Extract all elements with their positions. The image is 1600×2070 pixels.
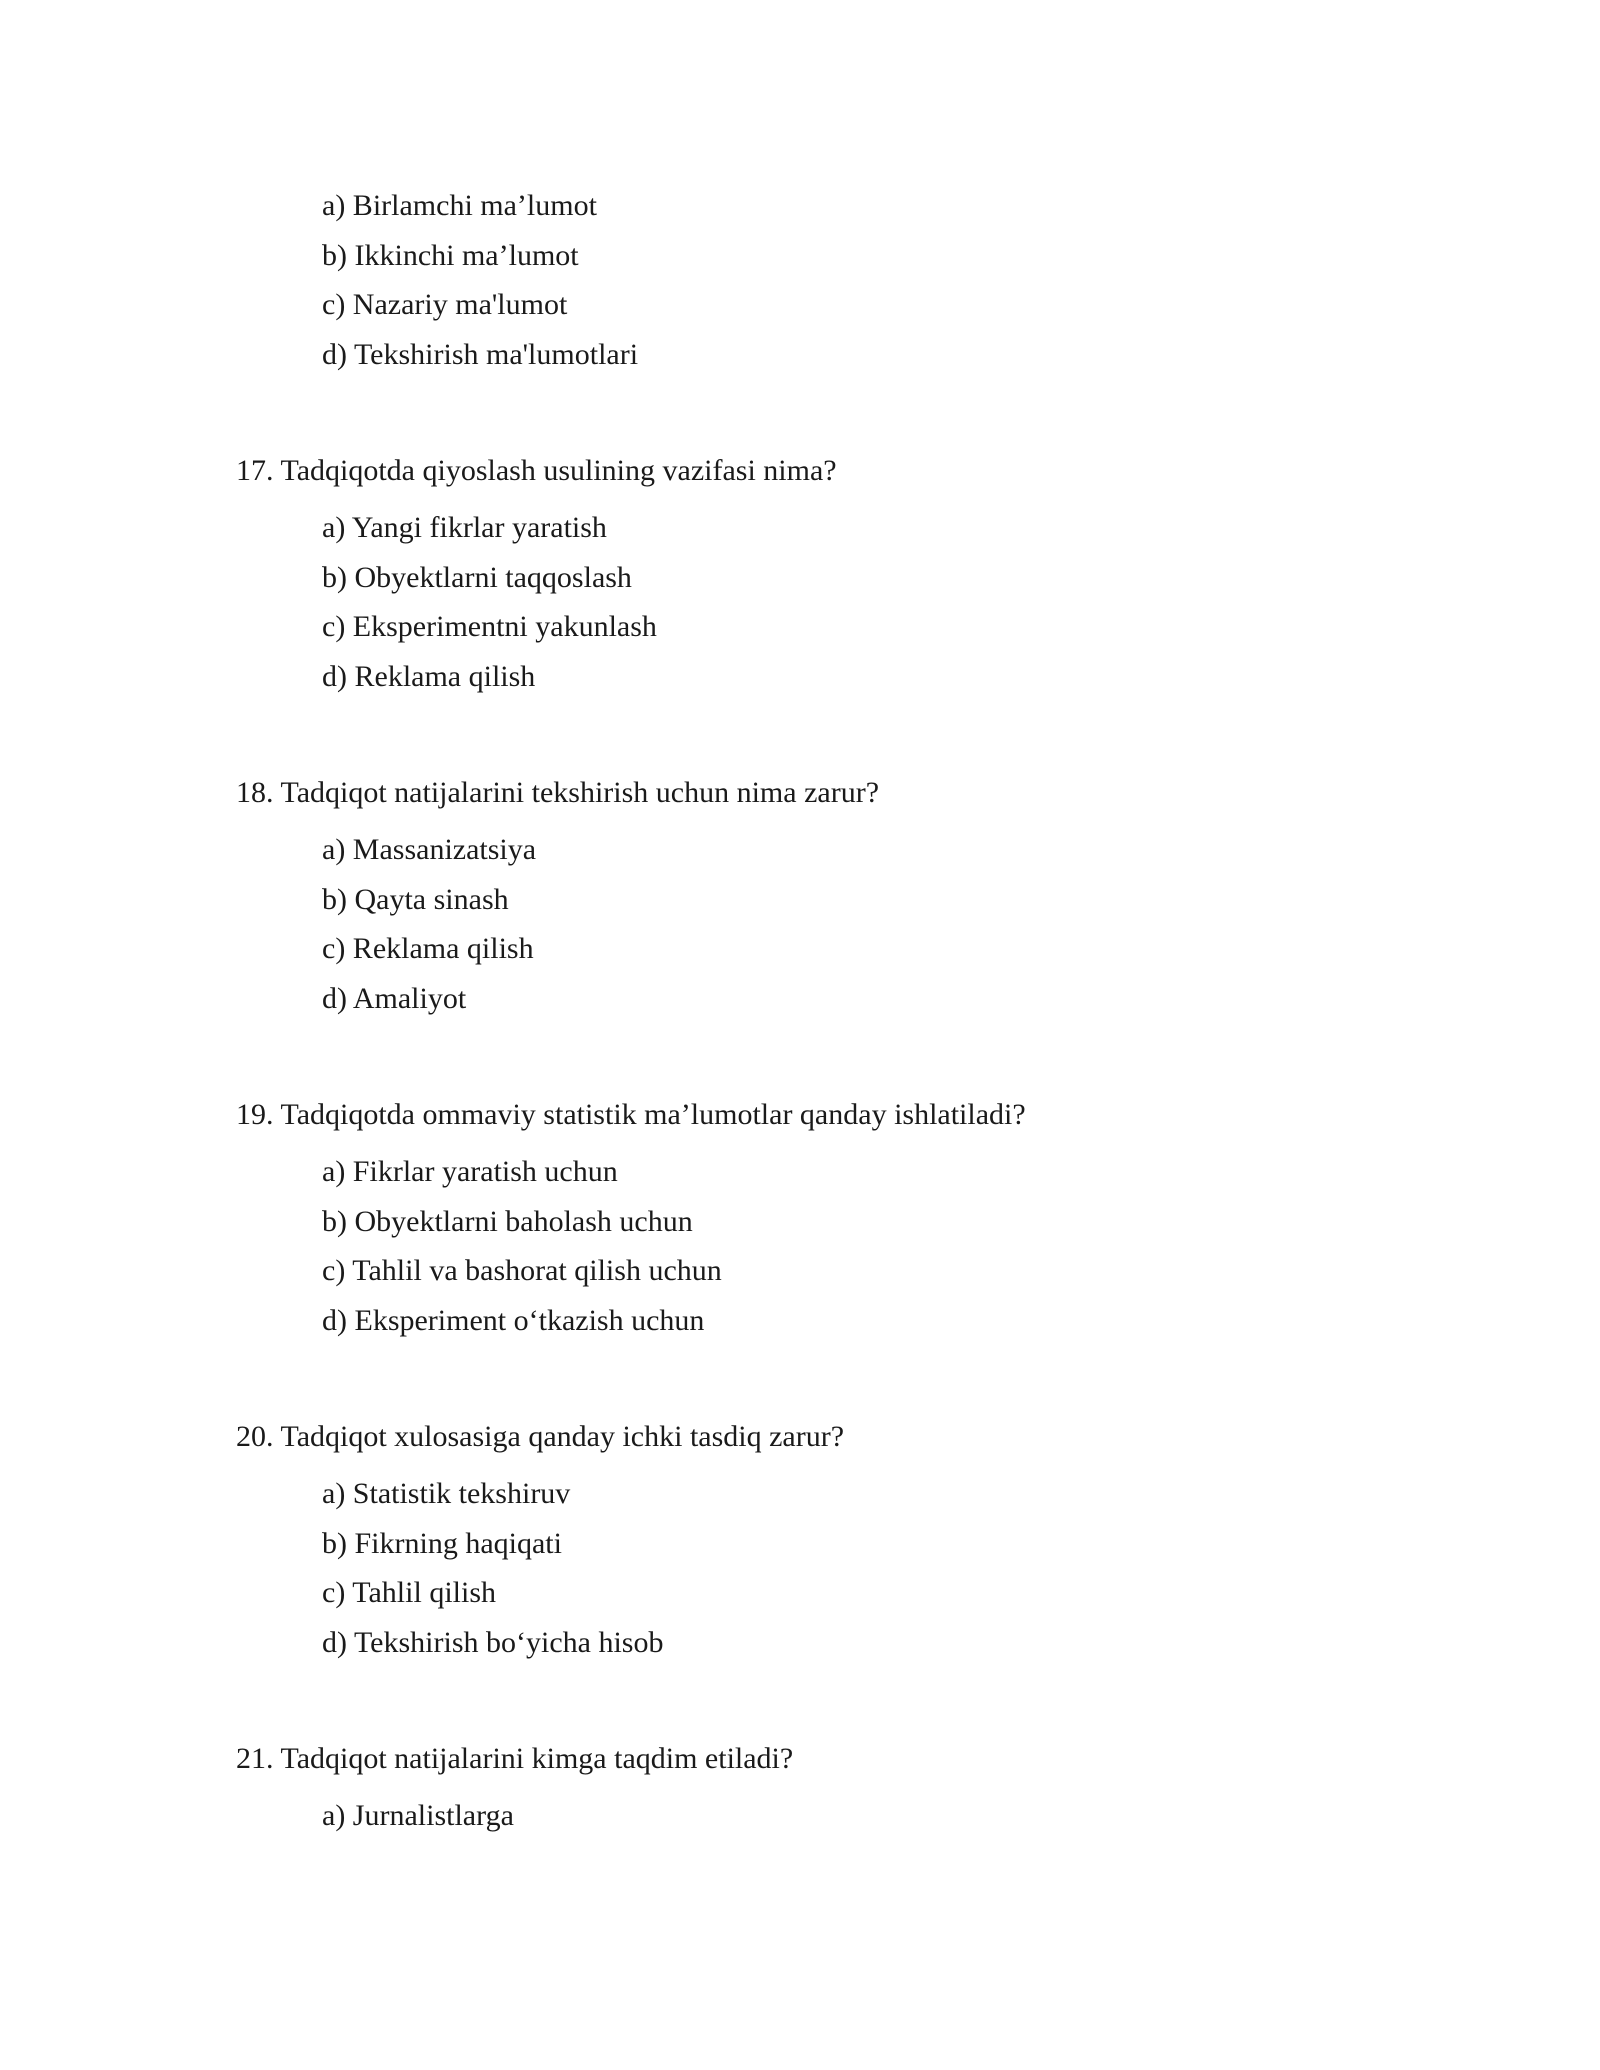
option-item: d) Eksperiment o‘tkazish uchun [322,1304,705,1337]
option-item: a) Statistik tekshiruv [322,1477,571,1510]
option-item: d) Tekshirish ma'lumotlari [322,338,639,371]
option-item: a) Jurnalistlarga [322,1799,514,1832]
question-text: 17. Tadqiqotda qiyoslash usulining vazifasi nima? [236,454,837,487]
option-item: a) Birlamchi ma’lumot [322,189,597,222]
question-text: 20. Tadqiqot xulosasiga qanday ichki tasdiq zarur? [236,1420,845,1453]
option-item: a) Yangi fikrlar yaratish [322,511,607,544]
option-item: b) Ikkinchi ma’lumot [322,239,579,272]
option-item: b) Fikrning haqiqati [322,1527,562,1560]
option-item: c) Eksperimentni yakunlash [322,610,657,643]
option-item: a) Fikrlar yaratish uchun [322,1155,618,1188]
question-text: 18. Tadqiqot natijalarini tekshirish uchun nima zarur? [236,776,880,809]
option-item: c) Tahlil qilish [322,1576,496,1609]
option-item: d) Tekshirish bo‘yicha hisob [322,1626,664,1659]
option-item: c) Reklama qilish [322,932,534,965]
option-item: c) Tahlil va bashorat qilish uchun [322,1254,722,1287]
question-text: 19. Tadqiqotda ommaviy statistik ma’lumotlar qanday ishlatiladi? [236,1098,1026,1131]
option-item: b) Obyektlarni baholash uchun [322,1205,693,1238]
option-item: b) Obyektlarni taqqoslash [322,561,632,594]
question-text: 21. Tadqiqot natijalarini kimga taqdim etiladi? [236,1742,794,1775]
option-item: d) Reklama qilish [322,660,536,693]
option-item: d) Amaliyot [322,982,467,1015]
option-item: c) Nazariy ma'lumot [322,288,568,321]
option-item: a) Massanizatsiya [322,833,537,866]
option-item: b) Qayta sinash [322,883,509,916]
